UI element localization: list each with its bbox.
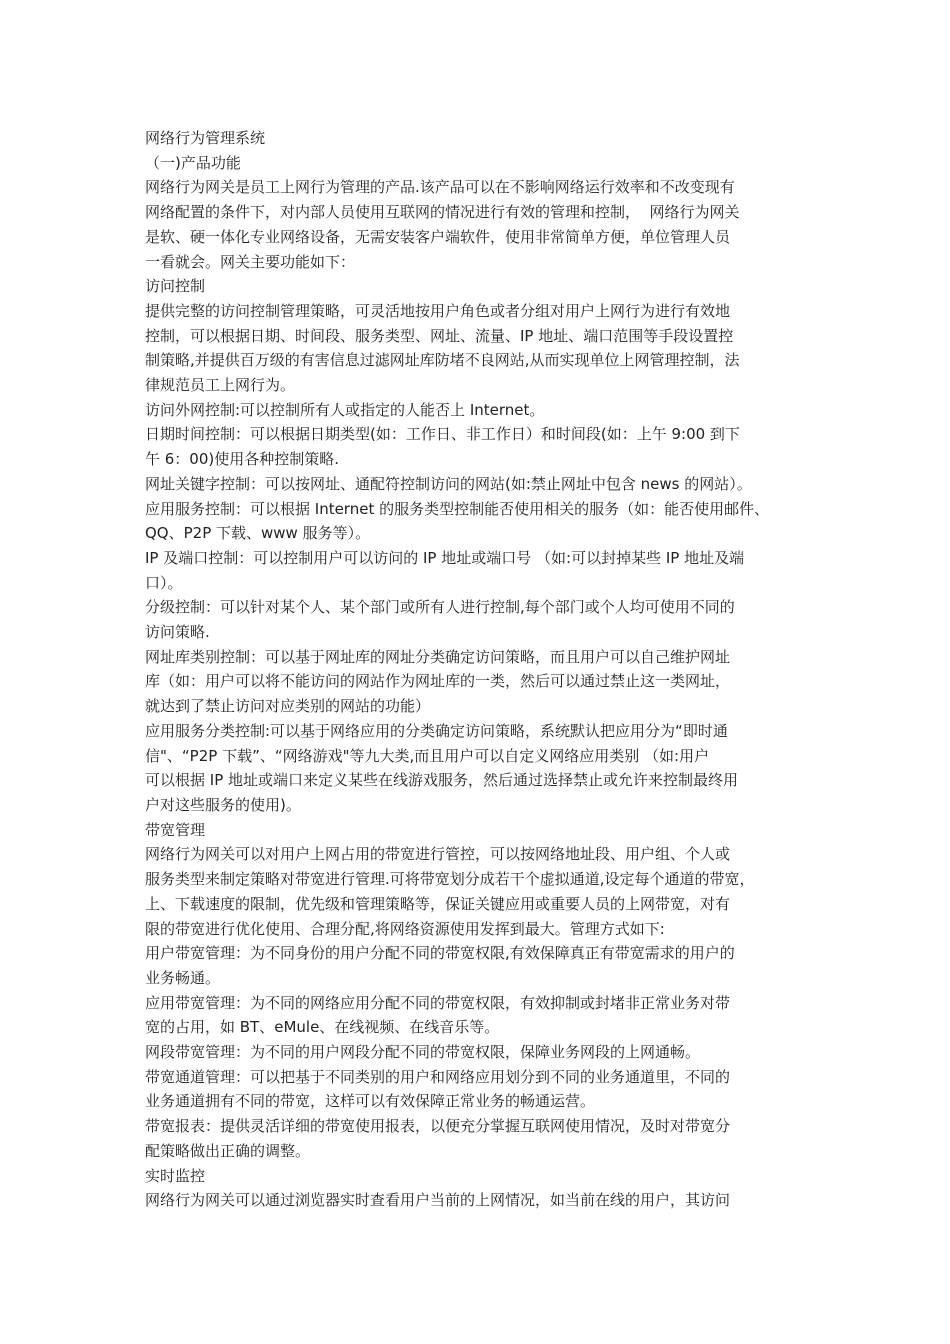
text-line: 制策略,并提供百万级的有害信息过滤网址库防堵不良网站,从而实现单位上网管理控制，法: [145, 351, 740, 370]
text-line: 口）。: [145, 573, 183, 592]
text-line: 提供完整的访问控制管理策略，可灵活地按用户角色或者分组对用户上网行为进行有效地: [145, 301, 731, 320]
text-line: 可以根据 IP 地址或端口来定义某些在线游戏服务，然后通过选择禁止或允许来控制最终用: [145, 771, 739, 790]
document-body: [145, 126, 810, 1213]
text-line: 网址库类别控制：可以基于网址库的网址分类确定访问策略，而且用户可以自己维护网址: [145, 647, 731, 666]
text-line: 应用带宽管理：为不同的网络应用分配不同的带宽权限，有效抑制或封堵非正常业务对带: [145, 993, 731, 1012]
text-line: 宽的占用，如 BT、eMule、在线视频、在线音乐等。: [145, 1018, 500, 1037]
text-line: 服务类型来制定策略对带宽进行管理.可将带宽划分成若干个虚拟通道,设定每个通道的带宽，: [145, 870, 755, 889]
text-line: 网络配置的条件下，对内部人员使用互联网的情况进行有效的管理和控制， 网络行为网关: [145, 203, 740, 222]
text-line: 业务畅通。: [145, 968, 221, 987]
text-line: 网段带宽管理：为不同的用户网段分配不同的带宽权限，保障业务网段的上网通畅。: [145, 1043, 701, 1062]
text-line: 控制，可以根据日期、时间段、服务类型、网址、流量、IP 地址、端口范围等手段设置控: [145, 326, 734, 345]
text-line: 限的带宽进行优化使用、合理分配,将网络资源使用发挥到最大。管理方式如下:: [145, 919, 665, 938]
section-heading-bandwidth: 带宽管理: [145, 820, 206, 839]
text-line: QQ、P2P 下载、www 服务等）。: [145, 524, 371, 543]
text-line: 分级控制：可以针对某个人、某个部门或所有人进行控制,每个部门或个人均可使用不同的: [145, 598, 735, 617]
text-line: 信"、“P2P 下载”、“网络游戏"等九大类,而且用户可以自定义网络应用类别 （如:用户: [145, 746, 710, 765]
text-line: 午 6：00)使用各种控制策略.: [145, 450, 340, 469]
text-line: 访问策略.: [145, 623, 210, 642]
text-line: 网络行为网关可以对用户上网占用的带宽进行管控，可以按网络地址段、用户组、个人或: [145, 845, 731, 864]
text-line: 带宽报表：提供灵活详细的带宽使用报表，以便充分掌握互联网使用情况，及时对带宽分: [145, 1117, 731, 1136]
text-line: 访问外网控制:可以控制所有人或指定的人能否上 Internet。: [145, 400, 545, 419]
section-heading-product-features: （一)产品功能: [145, 153, 241, 172]
text-line: 网络行为网关是员工上网行为管理的产品.该产品可以在不影响网络运行效率和不改变现有: [145, 178, 735, 197]
text-line: 网络行为网关可以通过浏览器实时查看用户当前的上网情况，如当前在线的用户，其访问: [145, 1191, 731, 1210]
text-line: IP 及端口控制：可以控制用户可以访问的 IP 地址或端口号 （如:可以封掉某些 IP 地址及端: [145, 548, 745, 567]
text-line: 就达到了禁止访问对应类别的网站的功能）: [145, 697, 431, 716]
text-line: 用户带宽管理：为不同身份的用户分配不同的带宽权限,有效保障真正有带宽需求的用户的: [145, 944, 735, 963]
text-line: 应用服务控制：可以根据 Internet 的服务类型控制能否使用相关的服务（如：能否使用邮件、: [145, 499, 770, 518]
section-heading-realtime-monitoring: 实时监控: [145, 1166, 206, 1185]
text-line: 日期时间控制：可以根据日期类型(如：工作日、非工作日）和时间段(如：上午 9:00 到下: [145, 425, 740, 444]
text-line: 上、下载速度的限制，优先级和管理策略等，保证关键应用或重要人员的上网带宽，对有: [145, 894, 731, 913]
document-title: 网络行为管理系统: [145, 129, 266, 147]
text-line: 律规范员工上网行为。: [145, 376, 296, 395]
text-line: 库（如：用户可以将不能访问的网站作为网址库的一类，然后可以通过禁止这一类网址，: [145, 672, 731, 691]
text-line: 网址关键字控制：可以按网址、通配符控制访问的网站(如:禁止网址中包含 news 的网站）。: [145, 474, 752, 493]
text-line: 配策略做出正确的调整。: [145, 1141, 311, 1160]
text-line: 是软、硬一体化专业网络设备，无需安装客户端软件，使用非常简单方便，单位管理人员: [145, 227, 731, 246]
text-line: 户对这些服务的使用)。: [145, 795, 301, 814]
text-line: 带宽通道管理：可以把基于不同类别的用户和网络应用划分到不同的业务通道里，不同的: [145, 1067, 731, 1086]
text-line: 业务通道拥有不同的带宽，这样可以有效保障正常业务的畅通运营。: [145, 1092, 596, 1111]
text-line: 应用服务分类控制:可以基于网络应用的分类确定访问策略，系统默认把应用分为“即时通: [145, 721, 728, 740]
section-heading-access-control: 访问控制: [145, 277, 206, 296]
text-line: 一看就会。网关主要功能如下：: [145, 252, 356, 271]
